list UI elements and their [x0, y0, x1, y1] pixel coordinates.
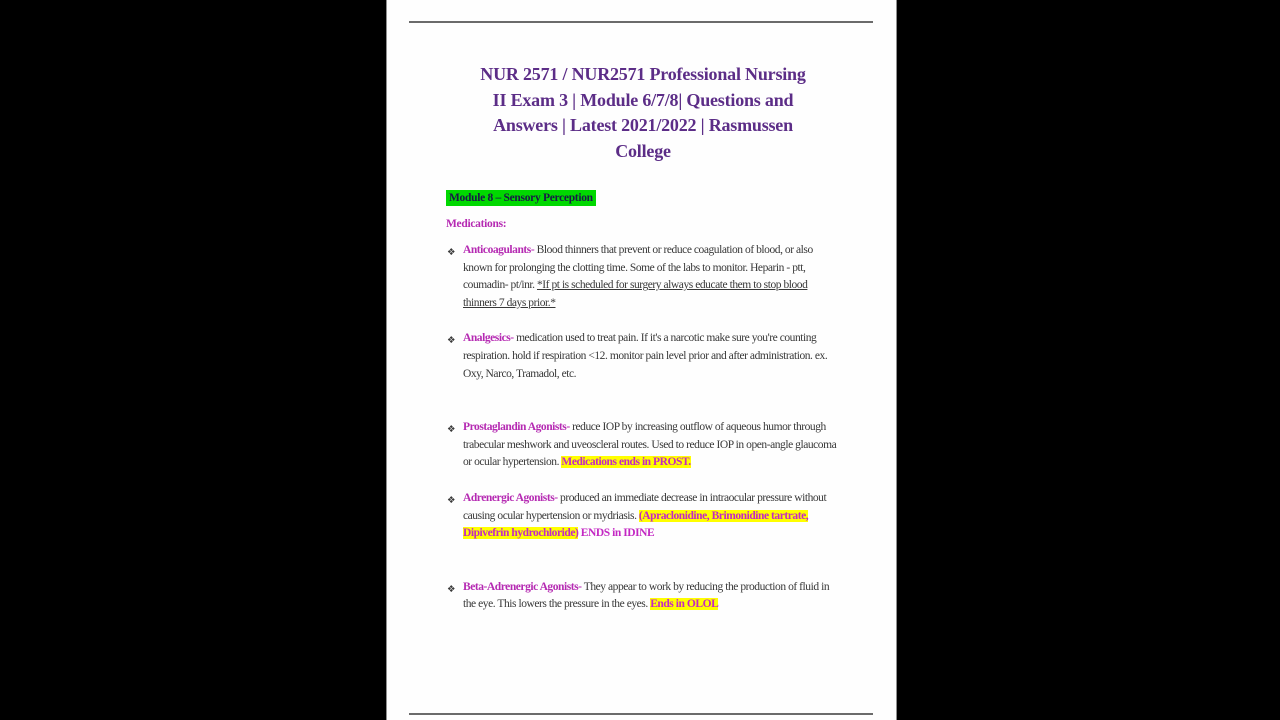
- highlighted-note: (Apraclonidine, Brimonidine tartrate, Dipivefrin hydrochloride): [463, 509, 809, 540]
- diamond-bullet-icon: ❖: [447, 583, 456, 595]
- header-rule: [409, 21, 873, 23]
- title-line: NUR 2571 / NUR2571 Professional Nursing: [480, 64, 806, 84]
- term-label: Adrenergic Agonists-: [463, 491, 558, 504]
- emphasis-note: ENDS in IDINE: [578, 527, 655, 540]
- underlined-note: *If pt is scheduled for surgery always educate them to stop blood thinners 7 days prior.*: [463, 279, 808, 309]
- highlighted-note: Ends in OLOL: [650, 598, 719, 611]
- term-label: Prostaglandin Agonists-: [463, 421, 570, 434]
- diamond-bullet-icon: ❖: [447, 247, 456, 258]
- term-label: Analgesics-: [463, 332, 514, 345]
- list-item-anticoagulants: [447, 242, 840, 312]
- section-heading-highlight: Module 8 – Sensory Perception: [446, 190, 596, 206]
- letterbox-right: [897, 0, 1280, 720]
- title-line: II Exam 3 | Module 6/7/8| Questions and: [492, 89, 794, 110]
- section-heading: [446, 192, 596, 204]
- title-line: Answers | Latest 2021/2022 | Rasmussen: [493, 115, 793, 135]
- diamond-bullet-icon: ❖: [447, 494, 456, 506]
- term-definition: They appear to work by reducing the production of fluid in the eye. This lowers the pressure in the eyes.: [463, 580, 830, 611]
- term-definition: produced an immediate decrease in intraocular pressure without causing ocular hypertension or mydriasis.: [463, 491, 827, 522]
- diamond-bullet-icon: ❖: [447, 424, 456, 436]
- bullet-list: [447, 242, 840, 632]
- list-item-adrenergic-agonists: [447, 490, 840, 543]
- term-label: Anticoagulants-: [463, 244, 535, 256]
- term-definition: medication used to treat pain. If it's a narcotic make sure you're counting respiration. hold if respiration <12. monitor pain level prior and after administration. ex. Oxy, Narco, Tramadol, etc.: [463, 332, 828, 380]
- list-item-beta-adrenergic-agonists: [447, 579, 840, 614]
- diamond-bullet-icon: ❖: [447, 335, 456, 347]
- document-title: [441, 62, 845, 164]
- term-definition: reduce IOP by increasing outflow of aqueous humor through trabecular meshwork and uveoscleral routes. Used to reduce IOP in open-angle glaucoma or ocular hypertension.: [463, 421, 837, 469]
- letterbox-left: [0, 0, 386, 720]
- subheading-medications: Medications:: [446, 218, 507, 230]
- term-definition: Blood thinners that prevent or reduce coagulation of blood, or also known for prolonging the clotting time. Some of the labs to monitor. Heparin - ptt, coumadin- pt/inr.: [463, 244, 813, 292]
- list-item-prostaglandin-agonists: [447, 419, 840, 472]
- list-item-analgesics: [447, 330, 840, 383]
- document-page: [386, 0, 897, 720]
- term-label: Beta-Adrenergic Agonists-: [463, 580, 582, 593]
- highlighted-note: Medications ends in PROST.: [561, 456, 691, 469]
- title-line: College: [615, 140, 671, 161]
- footer-rule: [409, 713, 873, 715]
